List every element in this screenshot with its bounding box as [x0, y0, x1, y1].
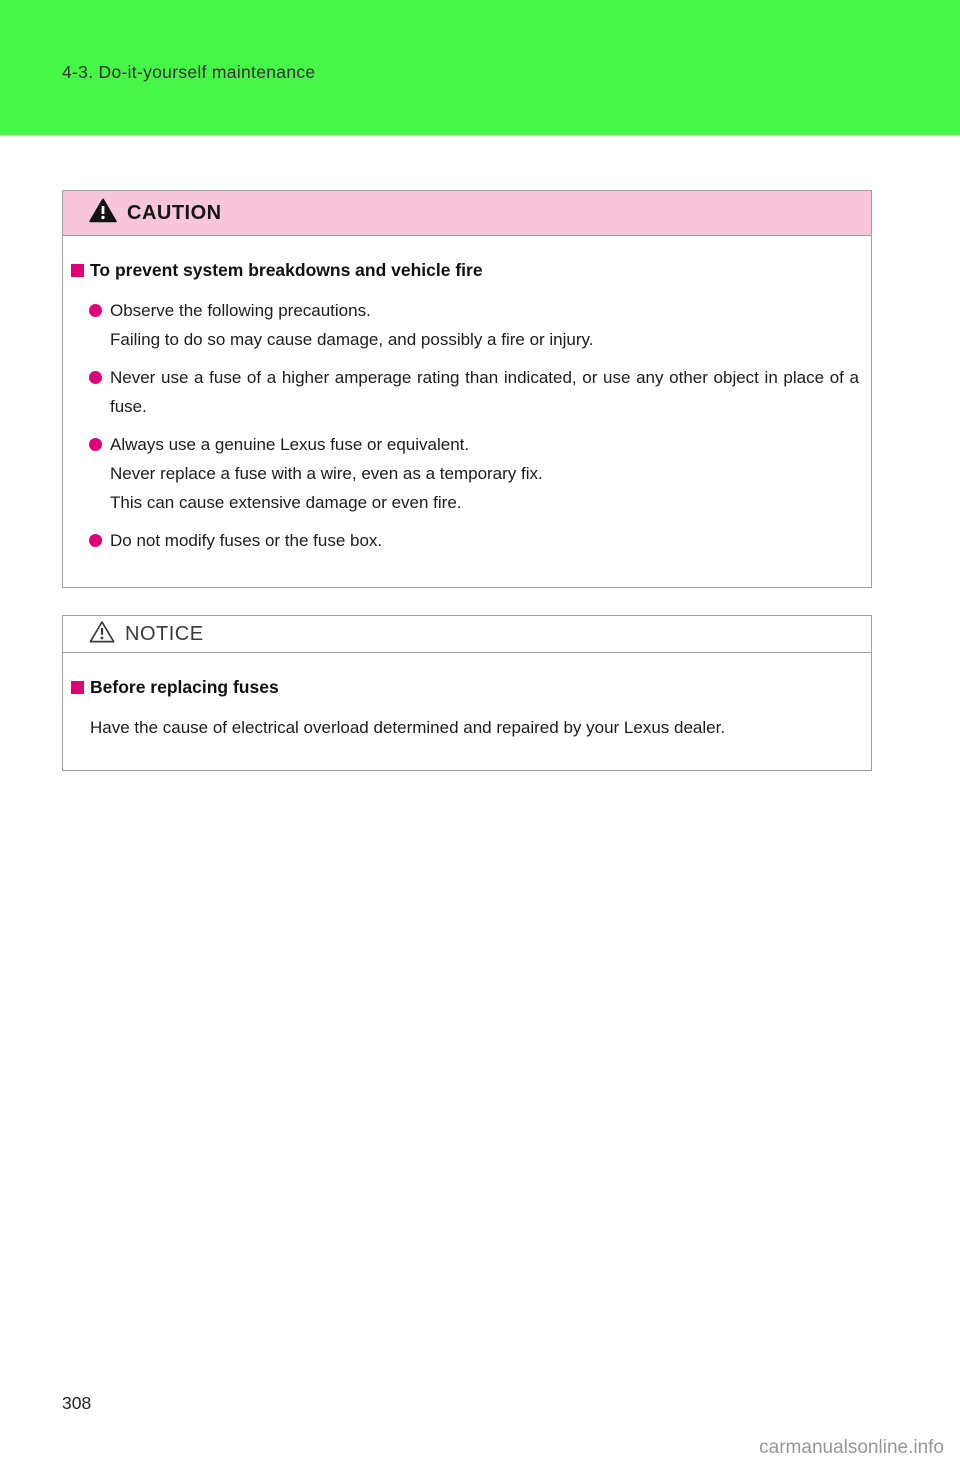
bullet-text: [110, 526, 859, 555]
notice-paragraph: Have the cause of electrical overload determined and repaired by your Lexus dealer.: [90, 718, 726, 737]
caution-subheading-text: To prevent system breakdowns and vehicle fire: [90, 260, 483, 280]
bullet-text: [110, 296, 859, 354]
section-banner: [0, 0, 960, 135]
bullet-line: Observe the following precautions.: [110, 301, 371, 320]
warning-triangle-filled-icon: [89, 198, 117, 228]
notice-title: NOTICE: [125, 622, 204, 645]
section-title: 4-3. Do-it-yourself maintenance: [62, 62, 316, 82]
notice-subheading-text: Before replacing fuses: [90, 677, 279, 697]
bullet-text: [110, 363, 859, 421]
circle-bullet-icon: [89, 371, 102, 384]
caution-bullet-item: [89, 363, 859, 421]
bullet-line: Do not modify fuses or the fuse box.: [110, 531, 383, 550]
caution-bullet-item: [89, 296, 859, 354]
bullet-text: [110, 430, 859, 517]
caution-box: [62, 190, 872, 588]
circle-bullet-icon: [89, 534, 102, 547]
notice-subheading: [71, 675, 859, 700]
caution-subheading: [71, 258, 859, 283]
caution-title: CAUTION: [127, 201, 222, 224]
square-bullet-icon: [71, 264, 84, 277]
caution-bullet-item: [89, 430, 859, 517]
notice-header: [62, 615, 872, 653]
bullet-line: Failing to do so may cause damage, and possibly a fire or injury.: [110, 330, 594, 349]
caution-header: [62, 190, 872, 236]
watermark-text: carmanualsonline.info: [759, 1437, 944, 1458]
square-bullet-icon: [71, 681, 84, 694]
notice-body: [62, 653, 872, 771]
page-number: 308: [62, 1393, 92, 1413]
circle-bullet-icon: [89, 304, 102, 317]
circle-bullet-icon: [89, 438, 102, 451]
bullet-line: Never use a fuse of a higher amperage rating than indicated, or use any other object in place of a fuse.: [110, 368, 859, 416]
caution-bullet-item: [89, 526, 859, 555]
warning-triangle-outline-icon: [89, 620, 115, 648]
caution-body: [62, 236, 872, 588]
bullet-line: Never replace a fuse with a wire, even as a temporary fix.: [110, 464, 543, 483]
bullet-line: Always use a genuine Lexus fuse or equivalent.: [110, 435, 470, 454]
bullet-line: This can cause extensive damage or even fire.: [110, 493, 462, 512]
notice-box: [62, 615, 872, 771]
